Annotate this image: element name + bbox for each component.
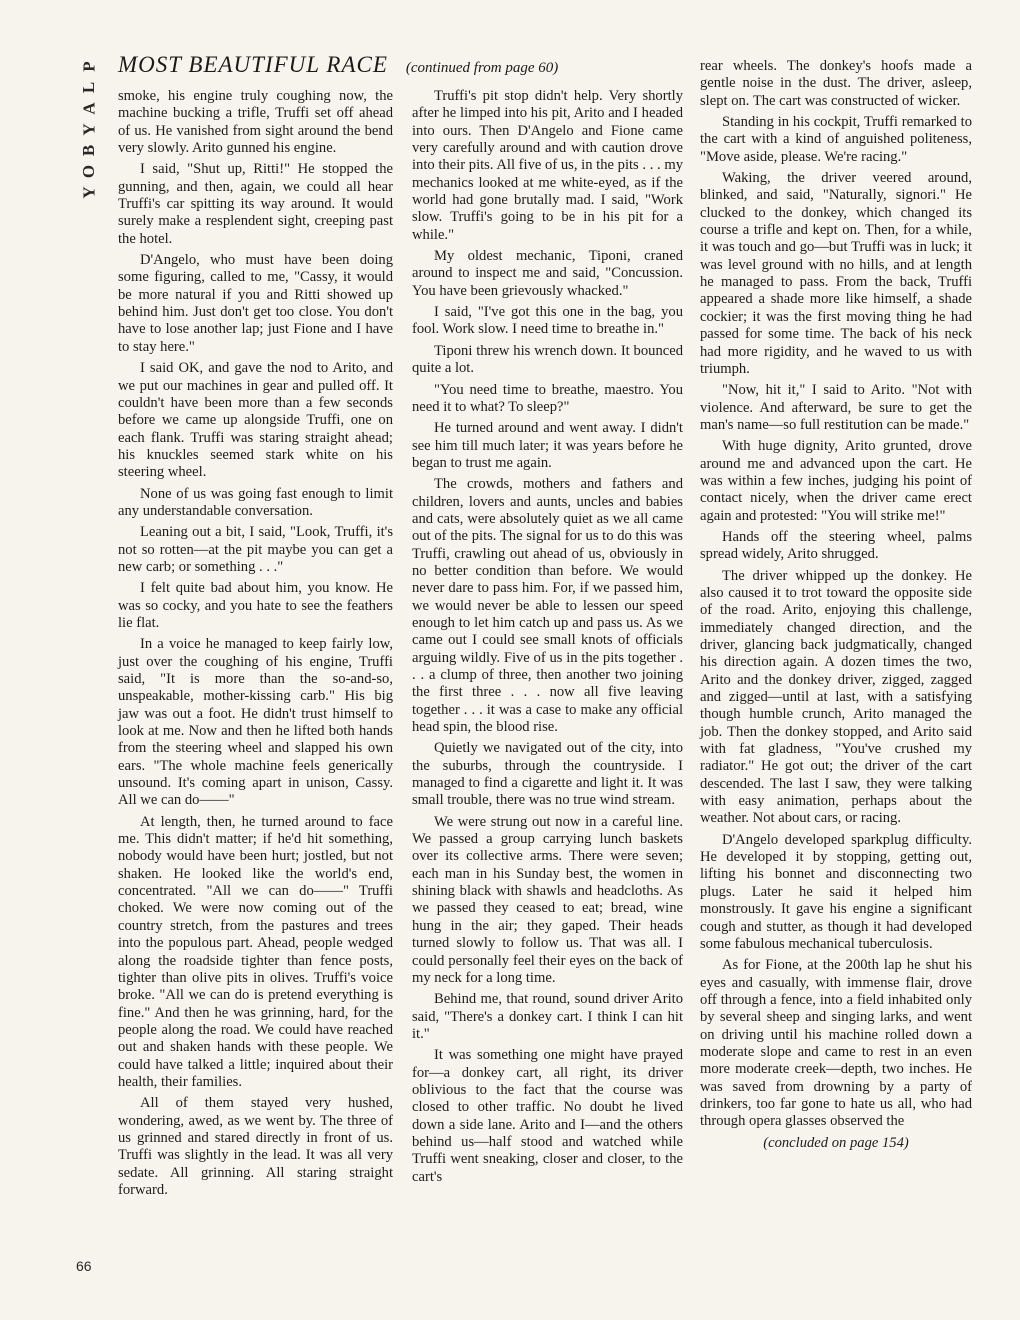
paragraph: I said OK, and gave the nod to Arito, and we put our machines in gear and pulled off. It couldn't have been more than a few seconds before we came up alongside Truffi, one on each flank. Truffi was staring straight ahead; his knuckles seemed stark white on his steering wheel. (118, 360, 393, 481)
paragraph: My oldest mechanic, Tiponi, craned around to inspect me and said, "Concussion. You have been grievously whacked." (412, 248, 683, 299)
masthead-letter: B (79, 144, 99, 157)
paragraph: I felt quite bad about him, you know. He was so cocky, and you hate to see the feathers lie flat. (118, 580, 393, 631)
paragraph: smoke, his engine truly coughing now, the machine bucking a trifle, Truffi set off ahead of us. He vanished from sight around the bend very slowly. Arito gunned his engine. (118, 88, 393, 157)
paragraph: In a voice he managed to keep fairly low, just over the coughing of his engine, Truffi said, "It is more than the so-and-so, unspeakable, mother-kissing carb." His big jaw was out a foot. He didn't trust himself to look at me. Now and then he lifted both hands from the steering wheel and slapped his own ears. "The whole machine feels generically unsound. It's coming apart in unison, Cassy. All we can do——" (118, 636, 393, 809)
masthead-letter: O (79, 164, 99, 179)
continuation-note: (continued from page 60) (405, 60, 559, 76)
paragraph: D'Angelo, who must have been doing some figuring, called to me, "Cassy, it would be more natural if you and Ritti showed up behind him. Just don't get too close. You don't have to lose another lap; just Fione and I have to stay here." (118, 252, 393, 355)
paragraph: None of us was going fast enough to limit any understandable conversation. (118, 485, 393, 519)
article-header (118, 52, 598, 82)
masthead-letter: Y (79, 186, 99, 199)
paragraph: All of them stayed very hushed, wondering, awed, as we went by. The three of us grinned and stared directly in front of us. Truffi was slightly in the lead. It was all very sedate. All grinning. All staring straight forward. (118, 1095, 393, 1198)
paragraph: The driver whipped up the donkey. He also caused it to trot toward the opposite side of the road. Arito, enjoying this challenge, immediately changed direction, and the driver, glancing back judgmatically, changed his direction again. A dozen times the two, Arito and the donkey driver, zigged, zagged and zigged—until at last, with a satisfying though humble crunch, Arito managed the job. Then the donkey stopped, and Arito said with fat gladness, "You've crushed my radiator." He got out; the driver of the cart descended. The last I saw, they were talking with easy animation, perhaps about the weather. Not about cars, or racing. (700, 567, 972, 827)
paragraph: Behind me, that round, sound driver Arito said, "There's a donkey cart. I think I can hit it." (412, 991, 683, 1042)
paragraph: I said, "Shut up, Ritti!" He stopped the gunning, and then, again, we could all hear Truffi's car spitting its way around. It would surely make a resplendent sight, creeping past the hotel. (118, 161, 393, 247)
masthead-letter: A (79, 102, 99, 115)
paragraph: It was something one might have prayed for—a donkey cart, all right, its driver oblivious to the fact that the course was closed to other traffic. No doubt he lived down a side lane. Arito and I—and the others behind us—half stood and watched while Truffi went sneaking, closer and closer, to the cart's (412, 1047, 683, 1185)
paragraph: With huge dignity, Arito grunted, drove around me and advanced upon the cart. He was within a few inches, judging his point of contact nicely, when the driver came erect again and protested: "You will strike me!" (700, 438, 972, 524)
paragraph: D'Angelo developed sparkplug difficulty. He developed it by stopping, getting out, lifting his bonnet and disconnecting two plugs. Later he said it helped him monstrously. It gave his engine a significant cough and stutter, as though it had developed some fabulous mechanical tuberculosis. (700, 831, 972, 952)
text-column-3 (700, 58, 972, 1156)
masthead-letter: Y (79, 123, 99, 136)
paragraph: Truffi's pit stop didn't help. Very shortly after he limped into his pit, Arito and I headed into ours. Then D'Angelo and Fione came very carefully around and with caution drove into their pits. All five of us, in the pits . . . my mechanics looked at me white-eyed, as if the world had gone brutally mad. I said, "Work slow. Truffi's going to be in his pit for a while." (412, 88, 683, 243)
article-title: MOST BEAUTIFUL RACE (118, 52, 388, 77)
masthead-letter: L (79, 81, 99, 94)
paragraph: Waking, the driver veered around, blinked, and said, "Naturally, signori." He clucked to the donkey, which changed its course a trifle and kept on. Then, for a while, it was touch and go—but Truffi was in luck; it was level ground with no hills, and at length he managed to pass. From the back, Truffi appeared a shade more like himself, a shade cockier; it was the first moving thing he had passed for some time. The back of his neck had more rigidity, and he waved to us with triumph. (700, 170, 972, 377)
page-number: 66 (76, 1258, 92, 1274)
paragraph: We were strung out now in a careful line. We passed a group carrying lunch baskets over its collective arms. There were seven; each man in his Sunday best, the women in shining black with shawls and headcloths. As we passed they ceased to eat; bread, wine hung in the air; they gaped. Their heads turned slowly to follow us. That was all. I could personally feel their eyes on the back of my neck for a long time. (412, 813, 683, 986)
paragraph: Quietly we navigated out of the city, into the suburbs, through the countryside. I managed to find a cigarette and light it. It was small trouble, there was no true wind stream. (412, 740, 683, 809)
text-column-2 (412, 88, 683, 1190)
paragraph: At length, then, he turned around to face me. This didn't matter; if he'd hit something, nobody would have been hurt; jostled, but not shaken. He looked like the world's end, concentrated. "All we can do——" Truffi choked. We were now coming out of the country stretch, from the pastures and trees into the populous part. Ahead, people wedged along the roadside tighter than fence posts, tighter than olive pits in olives. Truffi's voice broke. "All we can do is pretend everything is fine." And then he was grinning, hard, for the people along the road. We could have reached out and shaken hands with these people. We could have talked a little; inquired about their health, their families. (118, 813, 393, 1090)
paragraph: Leaning out a bit, I said, "Look, Truffi, it's not so rotten—at the pit maybe you can get a new carb; or something . . ." (118, 524, 393, 575)
text-column-1 (118, 88, 393, 1203)
paragraph: "Now, hit it," I said to Arito. "Not with violence. And afterward, be sure to get the man's name—so full restitution can be made." (700, 382, 972, 433)
continuation-footer: (concluded on page 154) (763, 1134, 909, 1151)
masthead-letter: P (79, 61, 99, 72)
paragraph: As for Fione, at the 200th lap he shut his eyes and casually, with immense flair, drove off through a fence, into a field inhabited only by several sheep and singing larks, and went on driving until his machine rolled down a moderate slope and came to rest in an even more moderate creek—depth, two inches. He was saved from drowning by a party of drinkers, too far gone to hate us all, who had through opera glasses observed the (700, 957, 972, 1130)
paragraph: Tiponi threw his wrench down. It bounced quite a lot. (412, 342, 683, 377)
paragraph: I said, "I've got this one in the bag, you fool. Work slow. I need time to breathe in." (412, 304, 683, 338)
paragraph: Standing in his cockpit, Truffi remarked to the cart with a kind of anguished politeness, "Move aside, please. We're racing." (700, 114, 972, 165)
paragraph: Hands off the steering wheel, palms spread widely, Arito shrugged. (700, 528, 972, 563)
paragraph: The crowds, mothers and fathers and children, lovers and aunts, uncles and babies and cats, were absolutely quiet as we all came out of the pits. The signal for us to do this was Truffi, crawling out ahead of us, obviously in no better condition than before. We would never dare to pass him. For, if we passed him, we would never be able to lessen our speed enough to let him catch up and pass us. As we came out I could see small knots of officials arguing wildly. Five of us in the pits together . . . a clump of three, then another two joining the first three . . . now all five leaving together . . . it was a case to make any official head spin, the blood rise. (412, 476, 683, 736)
paragraph: "You need time to breathe, maestro. You need it to what? To sleep?" (412, 381, 683, 415)
paragraph: rear wheels. The donkey's hoofs made a gentle noise in the dust. The driver, asleep, slept on. The cart was constructed of wicker. (700, 58, 972, 109)
playboy-vertical-masthead (74, 56, 104, 203)
paragraph: He turned around and went away. I didn't see him till much later; it was years before he began to trust me again. (412, 420, 683, 471)
